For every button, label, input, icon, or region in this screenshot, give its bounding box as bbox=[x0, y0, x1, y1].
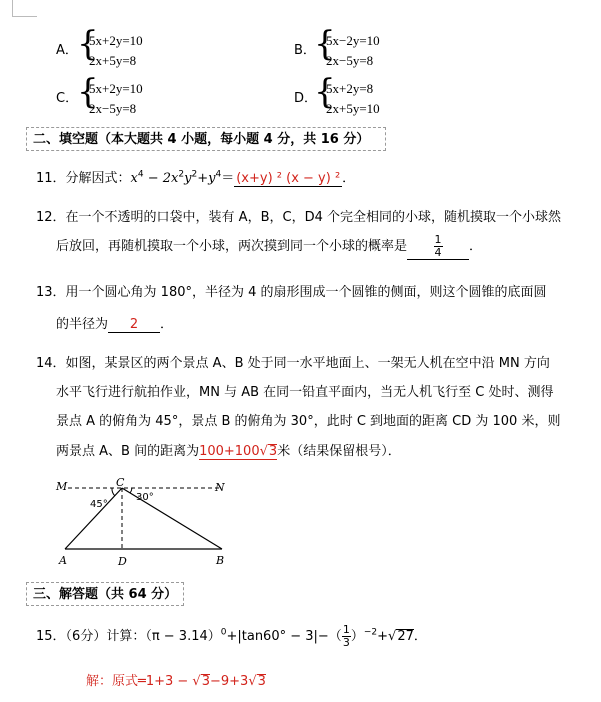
equation-system: 5x+2y=10 2x+5y=8 bbox=[89, 33, 143, 68]
label-m: M bbox=[56, 480, 68, 493]
question-11: 11．分解因式：$x^4 - 2x^2y^2+y^4= (x+y)$ ² (x − y) ² ． bbox=[36, 169, 356, 186]
question-14-line2: 水平飞行进行航拍作业，MN 与 AB 在同一铅直平面内，当无人机飞行至 C 处时、测得 bbox=[56, 385, 554, 400]
angle-label-30: 30° bbox=[136, 492, 154, 503]
question-13-line1: 13．用一个圆心角为 180°，半径为 4 的扇形围成一个圆锥的侧面，则这个圆锥的底面圆 bbox=[36, 285, 547, 300]
option-label: A． bbox=[56, 43, 78, 58]
question-14-line1: 14．如图，某景区的两个景点 A、B 处于同一水平地面上、一架无人机在空中沿 MN 方向 bbox=[36, 356, 550, 371]
question-14-line3: 景点 A 的俯角为 45°，景点 B 的俯角为 30°，此时 C 到地面的距离 CD 为 100 米，则 bbox=[56, 414, 561, 429]
equation-system: 5x+2y=10 2x−5y=8 bbox=[89, 81, 143, 116]
brace-icon: { bbox=[314, 72, 336, 112]
question-12-line1: 12．在一个不透明的口袋中，装有 A，B，C，D4 个完全相同的小球，随机摸取一个小球然 bbox=[36, 210, 561, 225]
option-label: D． bbox=[294, 91, 318, 106]
q11-answer: (x+y) ² (x − y) ² bbox=[236, 171, 341, 186]
angle-arc-left bbox=[112, 488, 115, 496]
option-label: B． bbox=[294, 43, 316, 58]
brace-icon: { bbox=[77, 72, 99, 112]
question-13-line2: 的半径为 2 ． bbox=[56, 317, 174, 332]
equation-system: 5x−2y=10 2x−5y=8 bbox=[326, 33, 380, 68]
fraction-one-third: $\frac{1}{3}$ bbox=[342, 623, 350, 649]
q15-solution: 解：原式═1+3 − √3−9+3√3 bbox=[86, 674, 266, 689]
q12-answer-blank bbox=[407, 234, 469, 260]
q14-figure bbox=[50, 476, 250, 572]
question-14-line4: 两景点 A、B 间的距离为100+100√3米（结果保留根号）． bbox=[56, 444, 401, 459]
label-n: N bbox=[215, 481, 225, 494]
section-2-title: 二、填空题（本大题共 4 小题，每小题 4 分，共 16 分） bbox=[26, 127, 386, 151]
brace-icon: { bbox=[77, 24, 99, 64]
q14-answer: 100+100√3 bbox=[199, 444, 278, 459]
question-12-line2: 后放回，再随机摸取一个小球，两次摸到同一个小球的概率是 $\frac{1}{4}$ ． bbox=[56, 233, 483, 259]
section-3-title: 三、解答题（共 64 分） bbox=[26, 582, 184, 606]
option-label: C． bbox=[56, 91, 79, 106]
label-b: B bbox=[216, 554, 225, 567]
segment-ca bbox=[65, 488, 122, 549]
angle-label-45: 45° bbox=[90, 499, 108, 510]
equation-system: 5x+2y=8 2x+5y=10 bbox=[326, 81, 380, 116]
q12-answer: $\frac{1}{4}$ bbox=[434, 233, 442, 259]
page-corner-mark bbox=[12, 0, 37, 17]
label-c: C bbox=[116, 476, 125, 489]
angle-arc-right bbox=[130, 488, 132, 493]
label-d: D bbox=[118, 555, 127, 568]
q13-answer: 2 bbox=[108, 317, 160, 333]
brace-icon: { bbox=[314, 24, 336, 64]
question-15: 15．（6分）计算：$(\pi - 3.14)^0+|\tan 60^\circ - 3|-$（ $\frac{1}{3}$ ）$^{-2}$+√27． bbox=[36, 623, 427, 649]
label-a: A bbox=[59, 554, 67, 567]
